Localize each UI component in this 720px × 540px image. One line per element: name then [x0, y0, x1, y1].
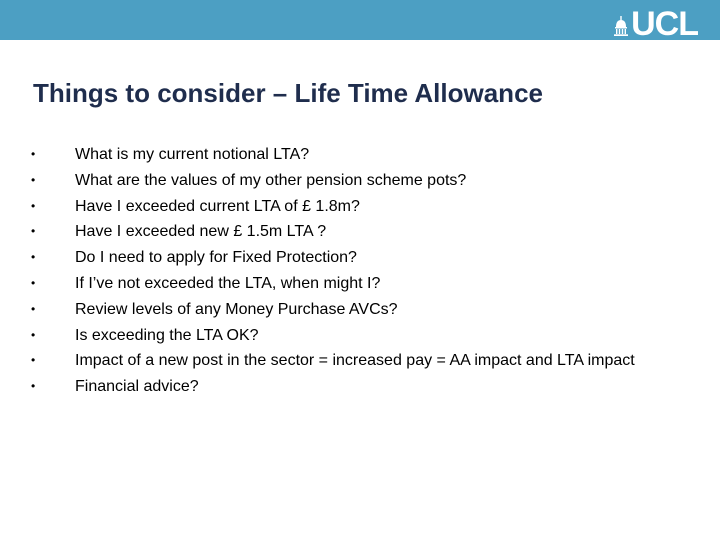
bullet-icon: • [31, 224, 36, 239]
bullet-text: What are the values of my other pension scheme pots? [75, 171, 467, 189]
list-item [31, 197, 681, 217]
list-item [31, 145, 681, 165]
bullet-icon: • [31, 172, 36, 187]
bullet-icon: • [31, 379, 36, 394]
bullet-text: Financial advice? [75, 378, 199, 396]
list-item [31, 326, 681, 346]
bullet-text: Review levels of any Money Purchase AVCs? [75, 300, 398, 318]
list-item [31, 171, 681, 191]
slide-title: Things to consider – Life Time Allowance [33, 78, 543, 108]
list-item [31, 351, 681, 371]
bullet-icon: • [31, 250, 36, 265]
list-item [31, 300, 681, 320]
ucl-logo [614, 5, 698, 43]
list-item [31, 377, 681, 397]
bullet-text: Have I exceeded current LTA of £ 1.8m? [75, 197, 360, 215]
bullet-icon: • [31, 147, 36, 161]
bullet-text: Have I exceeded new £ 1.5m LTA ? [75, 223, 327, 241]
logo-text: UCL [631, 5, 698, 43]
bullet-icon: • [31, 353, 36, 368]
bullet-icon: • [31, 327, 36, 342]
bullet-text: Impact of a new post in the sector = increased pay = AA impact and LTA impact [75, 352, 635, 370]
bullet-text: What is my current notional LTA? [75, 146, 310, 163]
bullet-list [31, 145, 681, 403]
header-bar [0, 0, 720, 43]
list-item [31, 222, 681, 242]
list-item [31, 248, 681, 268]
bullet-icon: • [31, 198, 36, 213]
bullet-icon: • [31, 301, 36, 316]
bullet-text: If I’ve not exceeded the LTA, when might I? [75, 274, 381, 292]
portico-dome-icon [614, 16, 628, 36]
bullet-text: Is exceeding the LTA OK? [75, 326, 259, 344]
bullet-icon: • [31, 275, 36, 290]
bullet-text: Do I need to apply for Fixed Protection? [75, 249, 357, 267]
list-item [31, 274, 681, 294]
